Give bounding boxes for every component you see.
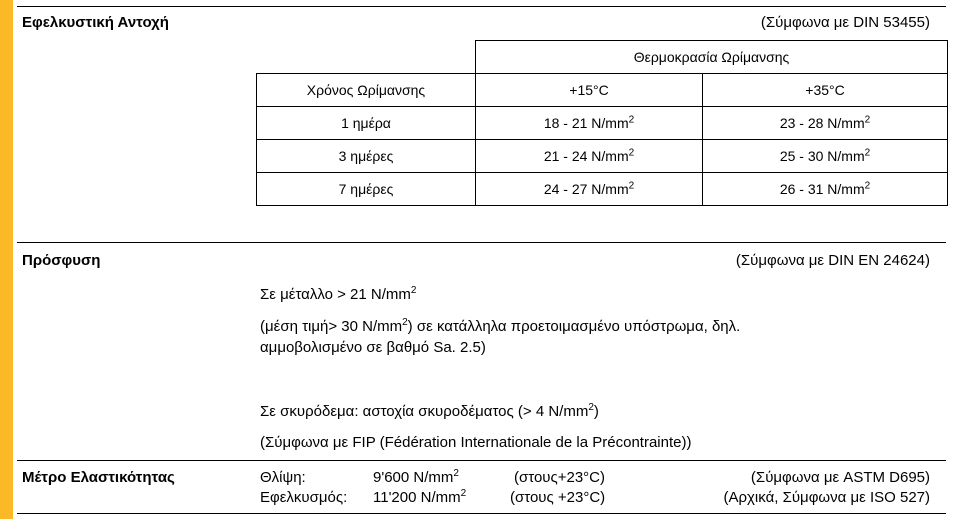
adhesion-metal-note-line2: αμμοβολισμένο σε βαθμό Sa. 2.5) — [260, 339, 486, 356]
unit-exponent: 2 — [864, 147, 871, 159]
value-15 — [476, 140, 703, 173]
value-range: 26 - 31 — [779, 181, 824, 197]
divider-adhesion — [17, 242, 946, 243]
value-15 — [476, 107, 703, 140]
unit-exponent: 2 — [628, 147, 635, 159]
adhesion-concrete-reference: (Σύμφωνα με FIP (Fédération Internationale de la Précontrainte)) — [260, 434, 692, 451]
tensile-reference: (Σύμφωνα με DIN 53455) — [760, 14, 930, 31]
unit-exponent: 2 — [453, 468, 459, 479]
unit: N/mm — [591, 148, 629, 164]
concrete-text-end: ) — [593, 403, 599, 420]
table-row — [257, 140, 948, 173]
compression-reference: (Σύμφωνα με ASTM D695) — [750, 469, 930, 486]
column-header-15: +15°C — [476, 74, 703, 107]
column-header-35: +35°C — [703, 74, 948, 107]
compression-temperature: (στους+23°C) — [514, 469, 606, 486]
metal-note-start: (μέση τιμή> 30 N/mm — [260, 318, 403, 335]
unit-exponent: 2 — [588, 402, 594, 413]
unit-exponent: 2 — [628, 114, 635, 126]
unit-exponent: 2 — [628, 180, 635, 192]
unit: N/mm — [827, 181, 865, 197]
table-blank-cell — [257, 41, 476, 74]
unit-exponent: 2 — [864, 114, 871, 126]
tension-temperature: (στους +23°C) — [510, 489, 606, 506]
adhesion-metal-line — [260, 285, 416, 305]
unit: N/mm — [827, 115, 865, 131]
compression-value — [373, 469, 459, 486]
cure-time: 7 ημέρες — [257, 173, 476, 206]
value-range: 25 - 30 — [779, 148, 824, 164]
value-35 — [703, 107, 948, 140]
compression-label: Θλίψη: — [260, 469, 306, 486]
adhesion-reference: (Σύμφωνα με DIN EN 24624) — [735, 252, 930, 269]
modulus-value: 9'600 N/mm — [373, 469, 454, 486]
value-range: 23 - 28 — [779, 115, 824, 131]
row-header: Χρόνος Ωρίμανσης — [257, 74, 476, 107]
accent-bar — [0, 0, 13, 519]
value-35 — [703, 140, 948, 173]
tensile-title: Εφελκυστική Αντοχή — [22, 14, 169, 31]
value-range: 24 - 27 — [543, 181, 588, 197]
concrete-text: Σε σκυρόδεμα: αστοχία σκυροδέματος (> 4 N/mm — [260, 403, 589, 420]
adhesion-concrete-line — [260, 402, 599, 422]
divider-bottom — [17, 513, 946, 514]
adhesion-metal-note — [260, 317, 740, 337]
group-header: Θερμοκρασία Ωρίμανσης — [476, 41, 948, 74]
tension-label: Εφελκυσμός: — [260, 489, 348, 506]
unit-exponent: 2 — [402, 317, 408, 328]
metal-note-end: ) σε κατάλληλα προετοιμασμένο υπόστρωμα, δηλ. — [407, 318, 741, 335]
divider-modulus — [17, 460, 946, 461]
metal-text: Σε μέταλλο > 21 N/mm — [260, 286, 411, 303]
unit-exponent: 2 — [460, 488, 467, 499]
divider-top — [17, 6, 946, 7]
table-row — [257, 173, 948, 206]
value-range: 21 - 24 — [543, 148, 588, 164]
value-35 — [703, 173, 948, 206]
tension-value — [373, 489, 466, 506]
curing-table — [256, 40, 948, 206]
value-range: 18 - 21 — [543, 115, 588, 131]
modulus-value: 11'200 N/mm — [373, 489, 461, 506]
unit: N/mm — [591, 181, 629, 197]
adhesion-title: Πρόσφυση — [22, 252, 101, 269]
unit: N/mm — [827, 148, 865, 164]
table-header-row — [257, 41, 948, 74]
value-15 — [476, 173, 703, 206]
table-subheader-row — [257, 74, 948, 107]
modulus-title: Μέτρο Ελαστικότητας — [22, 469, 175, 486]
unit-exponent: 2 — [410, 285, 417, 296]
cure-time: 3 ημέρες — [257, 140, 476, 173]
unit-exponent: 2 — [864, 180, 871, 192]
unit: N/mm — [591, 115, 629, 131]
cure-time: 1 ημέρα — [257, 107, 476, 140]
tension-reference: (Αρχικά, Σύμφωνα με ISO 527) — [723, 489, 930, 506]
table-row — [257, 107, 948, 140]
